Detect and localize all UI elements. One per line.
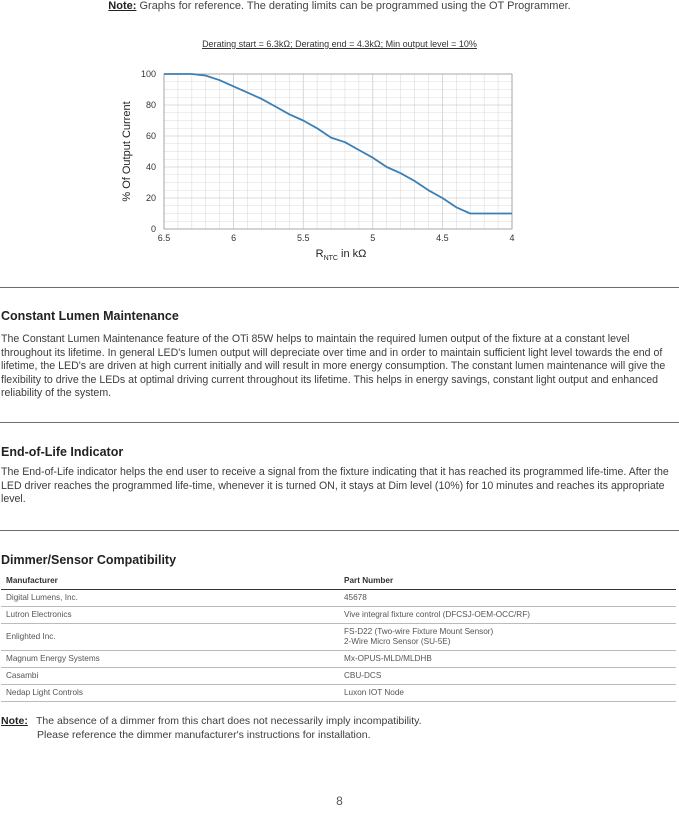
derating-chart [100,60,540,265]
part-number-line: FS-D22 (Two-wire Fixture Mount Sensor) [344,627,494,636]
column-header-part-number: Part Number [339,572,676,590]
y-tick-label: 0 [150,224,156,234]
part-number-cell: Mx-OPUS-MLD/MLDHB [339,651,676,668]
bottom-note [1,714,422,742]
bottom-note-label: Note: [1,715,28,727]
dimmer-table [1,572,676,702]
manufacturer-cell: Digital Lumens, Inc. [1,590,339,607]
part-number-cell: CBU-DCS [339,668,676,685]
manufacturer-cell: Casambi [1,668,339,685]
x-tick-label: 5.5 [296,233,310,243]
manufacturer-cell: Magnum Energy Systems [1,651,339,668]
eol-body: The End-of-Life indicator helps the end user to receive a signal from the fixture indicating that it has reached its programmed life-time. After the LED driver reaches the programmed life-time, whenever it is turned ON, it stays at Dim level (10%) for 10 minutes and reaches its appropriate level. [1,466,669,506]
bottom-note-line1: The absence of a dimmer from this chart does not necessarily imply incompatibility. [36,715,422,727]
y-axis-label: % Of Output Current [121,101,133,202]
part-number-line: 2-Wire Micro Sensor (SU-5E) [344,637,451,646]
table-row [1,590,676,607]
part-number-cell: Luxon IOT Node [339,685,676,702]
top-note [0,0,679,12]
x-tick-label: 5 [370,233,376,243]
table-row [1,624,676,651]
chart-title: Derating start = 6.3kΩ; Derating end = 4.3kΩ; Min output level = 10% [202,39,477,49]
top-note-label: Note: [108,0,137,12]
section-divider [0,530,679,531]
manufacturer-cell: Lutron Electronics [1,607,339,624]
x-tick-label: 6 [231,233,237,243]
part-number-cell [339,624,676,651]
y-tick-label: 80 [145,100,156,110]
y-tick-label: 60 [145,131,156,141]
dimmer-heading: Dimmer/Sensor Compatibility [1,553,177,567]
table-header-row [1,572,676,590]
table-row [1,607,676,624]
part-number-cell: 45678 [339,590,676,607]
table-row [1,668,676,685]
x-tick-label: 6.5 [157,233,171,243]
y-tick-label: 100 [140,69,156,79]
part-number-cell: Vive integral fixture control (DFCSJ-OEM-OCC/RF) [339,607,676,624]
y-tick-label: 20 [145,193,156,203]
top-note-text: Graphs for reference. The derating limits can be programmed using the OT Programmer. [139,0,571,12]
page-number: 8 [336,794,343,808]
section-divider [0,422,679,423]
clm-body: The Constant Lumen Maintenance feature of the OTi 85W helps to maintain the required lumen output of the fixture at a constant level throughout its lifetime. In general LED's lumen output will depreciate over time and in order to maintain sufficient light level towards the end of lifetime, the LED's are driven at high current initially and will result in more energy consumption. The constant lumen maintenance will give the flexibility to drive the LEDs at optimal driving current throughout its lifetime. This helps in energy savings, constant light output and enhanced reliability of the system. [1,333,666,400]
column-header-manufacturer: Manufacturer [1,572,339,590]
table-row [1,685,676,702]
bottom-note-line2: Please reference the dimmer manufacturer's instructions for installation. [37,729,371,741]
eol-heading: End-of-Life Indicator [1,445,124,459]
x-axis-label: $R_{NTC}$ in kΩ [315,248,367,262]
clm-heading: Constant Lumen Maintenance [1,309,179,323]
y-tick-label: 40 [145,162,156,172]
table-row [1,651,676,668]
x-tick-label: 4 [509,233,515,243]
manufacturer-cell: Nedap Light Controls [1,685,339,702]
section-divider [0,287,679,288]
manufacturer-cell: Enlighted Inc. [1,624,339,651]
x-tick-label: 4.5 [436,233,449,243]
